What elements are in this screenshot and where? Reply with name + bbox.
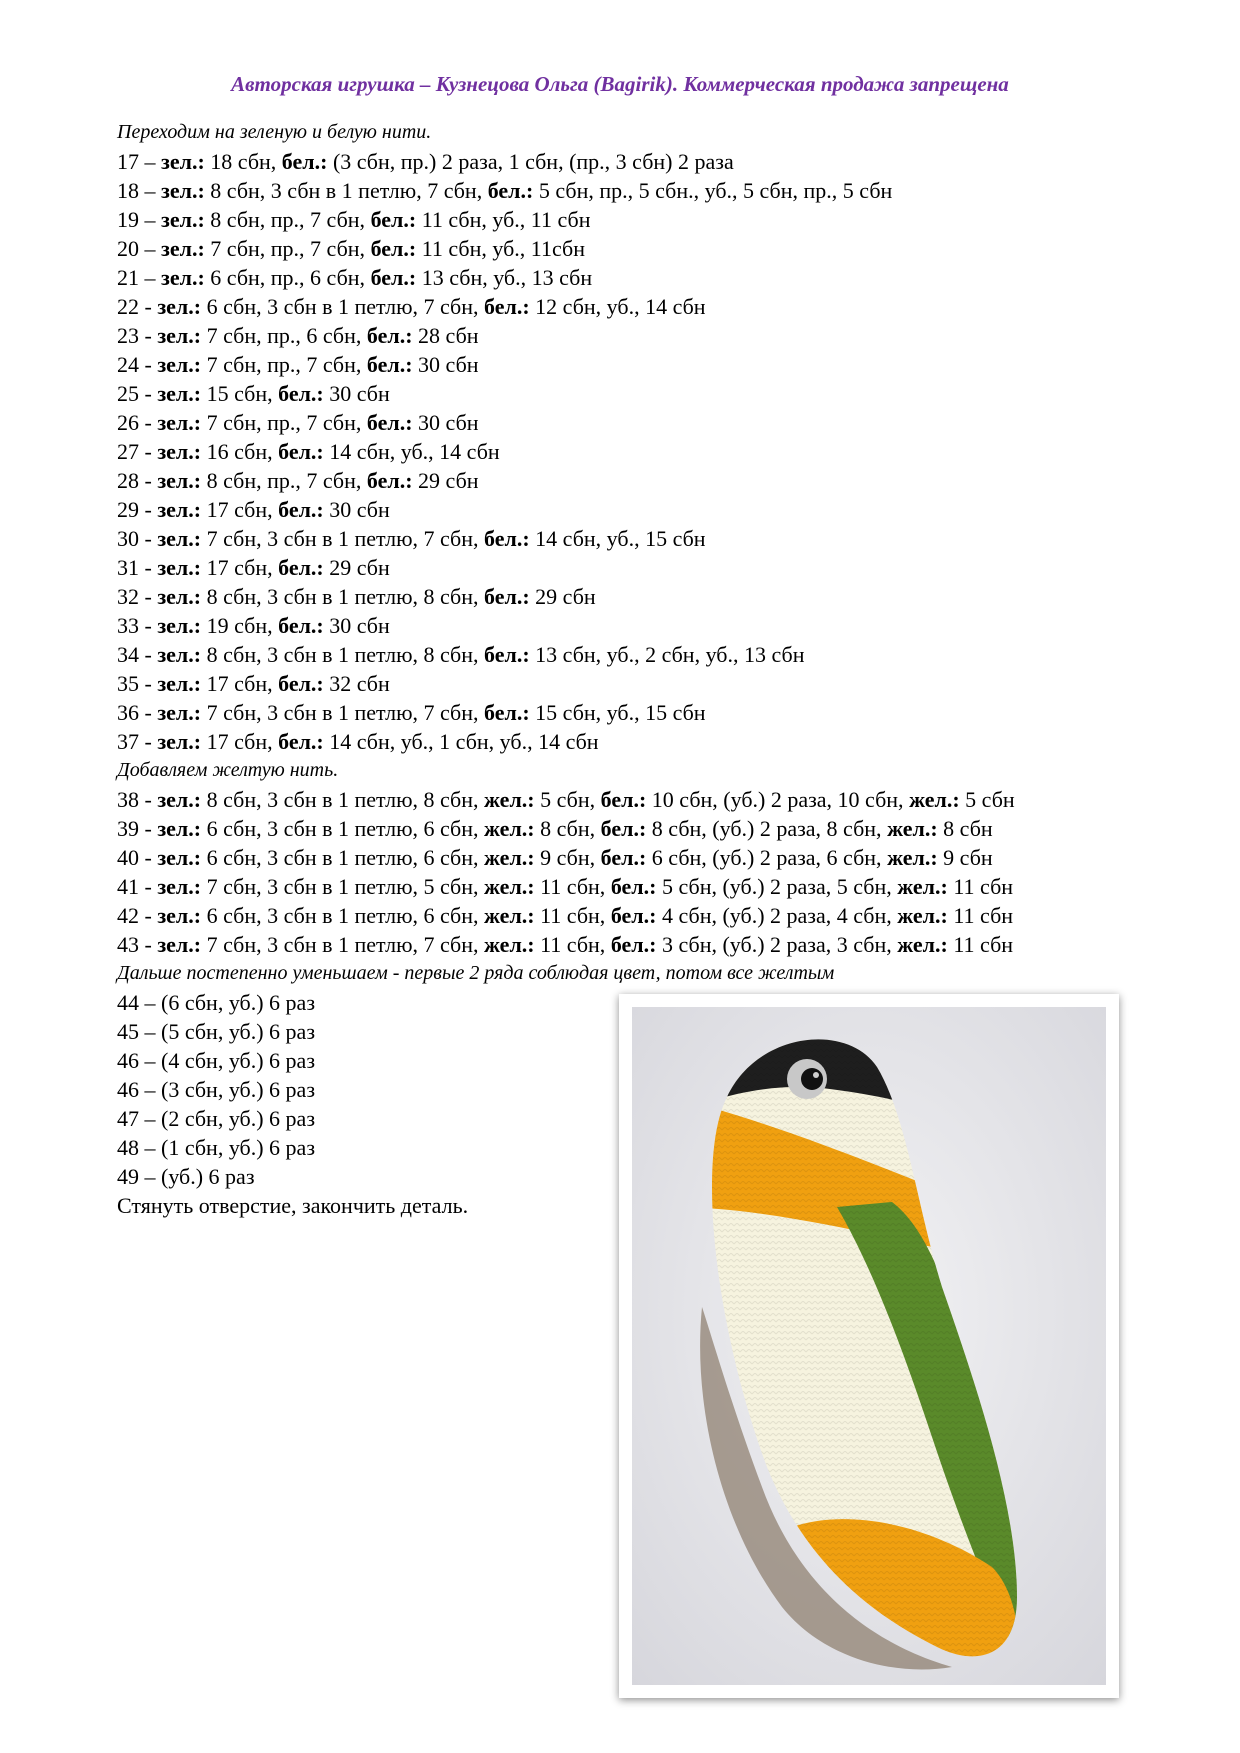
row-text: 44 – (6 сбн, уб.) 6 раз xyxy=(117,990,316,1015)
row-text: 10 сбн, (уб.) 2 раза, 10 сбн, xyxy=(646,787,910,812)
row-text: 23 - xyxy=(117,323,158,348)
pattern-row xyxy=(117,321,1217,350)
color-label: бел.: xyxy=(278,729,324,754)
row-text: 35 - xyxy=(117,671,158,696)
row-text: 46 – (3 сбн, уб.) 6 раз xyxy=(117,1077,316,1102)
color-label: бел.: xyxy=(366,410,413,435)
row-text: 17 – xyxy=(117,149,161,174)
row-text: 9 сбн xyxy=(937,845,993,870)
row-text: 19 – xyxy=(117,207,161,232)
row-text: 14 сбн, уб., 15 сбн xyxy=(529,526,706,551)
color-label: зел.: xyxy=(161,178,205,203)
pattern-row xyxy=(117,553,1217,582)
row-text: 30 сбн xyxy=(412,352,479,377)
row-text: 29 сбн xyxy=(323,555,390,580)
row-text: 17 сбн, xyxy=(201,729,279,754)
row-text: 11 сбн, уб., 11сбн xyxy=(416,236,585,261)
row-text: 5 сбн, пр., 5 сбн., уб., 5 сбн, пр., 5 сбн xyxy=(533,178,893,203)
color-label: зел.: xyxy=(161,265,205,290)
row-text: 43 - xyxy=(117,932,158,957)
toy-photo-frame xyxy=(619,994,1119,1698)
row-text: 8 сбн, 3 сбн в 1 петлю, 8 сбн, xyxy=(201,584,485,609)
color-label: зел.: xyxy=(157,381,202,406)
row-text: 5 сбн, (уб.) 2 раза, 5 сбн, xyxy=(656,874,898,899)
row-text: 32 - xyxy=(117,584,158,609)
color-label: зел.: xyxy=(157,294,202,319)
color-label: жел.: xyxy=(484,845,535,870)
color-label: бел.: xyxy=(487,178,534,203)
row-text: 30 - xyxy=(117,526,158,551)
row-text: 6 сбн, (уб.) 2 раза, 6 сбн, xyxy=(646,845,888,870)
color-label: зел.: xyxy=(157,352,202,377)
row-text: 30 сбн xyxy=(323,381,390,406)
pattern-row xyxy=(117,408,1217,437)
color-label: зел.: xyxy=(157,816,202,841)
row-text: 47 – (2 сбн, уб.) 6 раз xyxy=(117,1106,316,1131)
row-text: 27 - xyxy=(117,439,158,464)
row-text: 11 сбн xyxy=(947,932,1014,957)
pattern-row xyxy=(117,611,1217,640)
row-text: Стянуть отверстие, закончить деталь. xyxy=(117,1193,469,1218)
color-label: бел.: xyxy=(600,787,647,812)
row-text: 6 сбн, 3 сбн в 1 петлю, 7 сбн, xyxy=(201,294,485,319)
row-text: 7 сбн, 3 сбн в 1 петлю, 7 сбн, xyxy=(201,932,485,957)
pattern-row xyxy=(117,582,1217,611)
color-label: бел.: xyxy=(366,352,413,377)
color-label: бел.: xyxy=(600,845,647,870)
row-text: 14 сбн, уб., 14 сбн xyxy=(323,439,500,464)
row-text: 8 сбн, пр., 7 сбн, xyxy=(201,468,367,493)
row-text: 11 сбн xyxy=(947,874,1014,899)
color-label: бел.: xyxy=(366,468,413,493)
row-text: 26 - xyxy=(117,410,158,435)
row-text: 9 сбн, xyxy=(534,845,601,870)
row-text: 11 сбн xyxy=(947,903,1014,928)
color-label: зел.: xyxy=(161,149,205,174)
row-text: 38 - xyxy=(117,787,158,812)
row-text: 36 - xyxy=(117,700,158,725)
color-label: жел.: xyxy=(484,874,535,899)
row-text: 14 сбн, уб., 1 сбн, уб., 14 сбн xyxy=(323,729,599,754)
pattern-row xyxy=(117,466,1217,495)
page-header: Авторская игрушка – Кузнецова Ольга (Bagirik). Коммерческая продажа запрещена xyxy=(231,72,1009,96)
row-text: 49 – (уб.) 6 раз xyxy=(117,1164,255,1189)
row-text: 16 сбн, xyxy=(201,439,279,464)
row-text: 37 - xyxy=(117,729,158,754)
color-label: зел.: xyxy=(157,845,202,870)
row-text: 5 сбн xyxy=(959,787,1015,812)
pattern-row xyxy=(117,292,1217,321)
row-text: 30 сбн xyxy=(412,410,479,435)
instruction-note: Дальше постепенно уменьшаем - первые 2 ряда соблюдая цвет, потом все желтым xyxy=(117,962,835,984)
color-label: бел.: xyxy=(484,584,530,609)
pattern-row xyxy=(117,901,1217,930)
row-text: 8 сбн, 3 сбн в 1 петлю, 8 сбн, xyxy=(201,787,485,812)
color-label: зел.: xyxy=(157,729,202,754)
row-text: 3 сбн, (уб.) 2 раза, 3 сбн, xyxy=(656,932,898,957)
color-label: зел.: xyxy=(161,207,205,232)
color-label: жел.: xyxy=(484,787,535,812)
row-text: 8 сбн, (уб.) 2 раза, 8 сбн, xyxy=(646,816,888,841)
color-label: зел.: xyxy=(157,903,202,928)
eye-highlight xyxy=(813,1072,819,1078)
row-text: 45 – (5 сбн, уб.) 6 раз xyxy=(117,1019,316,1044)
row-text: 46 – (4 сбн, уб.) 6 раз xyxy=(117,1048,316,1073)
row-text: 34 - xyxy=(117,642,158,667)
color-label: жел.: xyxy=(897,874,948,899)
row-text: 13 сбн, уб., 13 сбн xyxy=(416,265,593,290)
color-label: бел.: xyxy=(610,874,657,899)
color-label: бел.: xyxy=(484,700,530,725)
color-label: зел.: xyxy=(157,700,202,725)
row-text: 32 сбн xyxy=(323,671,390,696)
row-text: 8 сбн, 3 сбн в 1 петлю, 7 сбн, xyxy=(204,178,488,203)
row-text: (3 сбн, пр.) 2 раза, 1 сбн, (пр., 3 сбн) 2 раза xyxy=(327,149,734,174)
row-text: 17 сбн, xyxy=(201,555,279,580)
color-label: зел.: xyxy=(157,410,202,435)
row-text: 15 сбн, уб., 15 сбн xyxy=(529,700,706,725)
color-label: бел.: xyxy=(484,642,530,667)
row-text: 24 - xyxy=(117,352,158,377)
row-text: 6 сбн, 3 сбн в 1 петлю, 6 сбн, xyxy=(201,816,485,841)
row-text: 28 - xyxy=(117,468,158,493)
color-label: зел.: xyxy=(157,497,202,522)
row-text: 6 сбн, пр., 6 сбн, xyxy=(204,265,371,290)
color-label: зел.: xyxy=(157,874,202,899)
crochet-parrot-photo xyxy=(632,1007,1106,1685)
row-text: 7 сбн, пр., 6 сбн, xyxy=(201,323,367,348)
row-text: 4 сбн, (уб.) 2 раза, 4 сбн, xyxy=(656,903,898,928)
color-label: жел.: xyxy=(484,932,535,957)
row-text: 8 сбн xyxy=(937,816,993,841)
row-text: 48 – (1 сбн, уб.) 6 раз xyxy=(117,1135,316,1160)
row-text: 41 - xyxy=(117,874,158,899)
pattern-row xyxy=(117,350,1217,379)
row-text: 21 – xyxy=(117,265,161,290)
row-text: 19 сбн, xyxy=(201,613,279,638)
color-label: бел.: xyxy=(370,236,417,261)
pattern-row xyxy=(117,437,1217,466)
row-text: 6 сбн, 3 сбн в 1 петлю, 6 сбн, xyxy=(201,845,485,870)
color-label: жел.: xyxy=(484,816,535,841)
instruction-note: Переходим на зеленую и белую нити. xyxy=(117,121,432,143)
color-label: бел.: xyxy=(278,671,324,696)
row-text: 29 сбн xyxy=(412,468,479,493)
row-text: 28 сбн xyxy=(412,323,479,348)
pattern-row xyxy=(117,379,1217,408)
color-label: бел.: xyxy=(484,526,530,551)
pattern-row xyxy=(117,785,1217,814)
row-text: 8 сбн, пр., 7 сбн, xyxy=(204,207,371,232)
row-text: 8 сбн, xyxy=(534,816,601,841)
row-text: 17 сбн, xyxy=(201,671,279,696)
pattern-row xyxy=(117,698,1217,727)
color-label: зел.: xyxy=(157,584,202,609)
color-label: зел.: xyxy=(157,642,202,667)
color-label: зел.: xyxy=(157,787,202,812)
color-label: бел.: xyxy=(281,149,328,174)
color-label: бел.: xyxy=(600,816,647,841)
pattern-row xyxy=(117,727,1217,756)
color-label: бел.: xyxy=(370,265,417,290)
color-label: бел.: xyxy=(610,903,657,928)
color-label: жел.: xyxy=(887,845,938,870)
color-label: бел.: xyxy=(278,613,324,638)
row-text: 11 сбн, уб., 11 сбн xyxy=(416,207,591,232)
pattern-row xyxy=(117,495,1217,524)
row-text: 7 сбн, 3 сбн в 1 петлю, 7 сбн, xyxy=(201,700,485,725)
pattern-row xyxy=(117,814,1217,843)
color-label: зел.: xyxy=(157,468,202,493)
color-label: зел.: xyxy=(157,439,202,464)
row-text: 22 - xyxy=(117,294,158,319)
pattern-row xyxy=(117,234,1217,263)
row-text: 7 сбн, 3 сбн в 1 петлю, 7 сбн, xyxy=(201,526,485,551)
row-text: 29 сбн xyxy=(529,584,596,609)
row-text: 11 сбн, xyxy=(534,932,611,957)
color-label: жел.: xyxy=(887,816,938,841)
pattern-row xyxy=(117,669,1217,698)
color-label: бел.: xyxy=(366,323,413,348)
color-label: жел.: xyxy=(897,903,948,928)
row-text: 20 – xyxy=(117,236,161,261)
row-text: 15 сбн, xyxy=(201,381,279,406)
pattern-row xyxy=(117,930,1217,959)
row-text: 31 - xyxy=(117,555,158,580)
row-text: 30 сбн xyxy=(323,497,390,522)
color-label: жел.: xyxy=(897,932,948,957)
color-label: жел.: xyxy=(909,787,960,812)
pattern-row xyxy=(117,640,1217,669)
row-text: 18 сбн, xyxy=(204,149,282,174)
row-text: 25 - xyxy=(117,381,158,406)
row-text: 33 - xyxy=(117,613,158,638)
color-label: жел.: xyxy=(484,903,535,928)
pattern-row xyxy=(117,263,1217,292)
color-label: зел.: xyxy=(157,526,202,551)
row-text: 17 сбн, xyxy=(201,497,279,522)
color-label: зел.: xyxy=(161,236,205,261)
row-text: 7 сбн, пр., 7 сбн, xyxy=(201,352,367,377)
instruction-note: Добавляем желтую нить. xyxy=(117,759,339,781)
color-label: бел.: xyxy=(278,555,324,580)
row-text: 29 - xyxy=(117,497,158,522)
row-text: 7 сбн, пр., 7 сбн, xyxy=(204,236,371,261)
row-text: 7 сбн, 3 сбн в 1 петлю, 5 сбн, xyxy=(201,874,485,899)
row-text: 30 сбн xyxy=(323,613,390,638)
row-text: 39 - xyxy=(117,816,158,841)
pattern-row xyxy=(117,872,1217,901)
pattern-row xyxy=(117,524,1217,553)
row-text: 7 сбн, пр., 7 сбн, xyxy=(201,410,367,435)
row-text: 6 сбн, 3 сбн в 1 петлю, 6 сбн, xyxy=(201,903,485,928)
color-label: зел.: xyxy=(157,671,202,696)
row-text: 40 - xyxy=(117,845,158,870)
row-text: 18 – xyxy=(117,178,161,203)
eye-icon xyxy=(801,1068,823,1090)
pattern-row xyxy=(117,205,1217,234)
pattern-row xyxy=(117,176,1217,205)
row-text: 12 сбн, уб., 14 сбн xyxy=(529,294,706,319)
color-label: бел.: xyxy=(278,497,324,522)
row-text: 5 сбн, xyxy=(534,787,601,812)
color-label: бел.: xyxy=(278,439,324,464)
row-text: 8 сбн, 3 сбн в 1 петлю, 8 сбн, xyxy=(201,642,485,667)
row-text: 11 сбн, xyxy=(534,903,611,928)
pattern-row xyxy=(117,843,1217,872)
row-text: 11 сбн, xyxy=(534,874,611,899)
row-text: 13 сбн, уб., 2 сбн, уб., 13 сбн xyxy=(529,642,805,667)
color-label: зел.: xyxy=(157,613,202,638)
color-label: зел.: xyxy=(157,323,202,348)
color-label: бел.: xyxy=(484,294,530,319)
color-label: зел.: xyxy=(157,555,202,580)
color-label: бел.: xyxy=(278,381,324,406)
row-text: 42 - xyxy=(117,903,158,928)
color-label: зел.: xyxy=(157,932,202,957)
pattern-row xyxy=(117,147,1217,176)
color-label: бел.: xyxy=(370,207,417,232)
color-label: бел.: xyxy=(610,932,657,957)
